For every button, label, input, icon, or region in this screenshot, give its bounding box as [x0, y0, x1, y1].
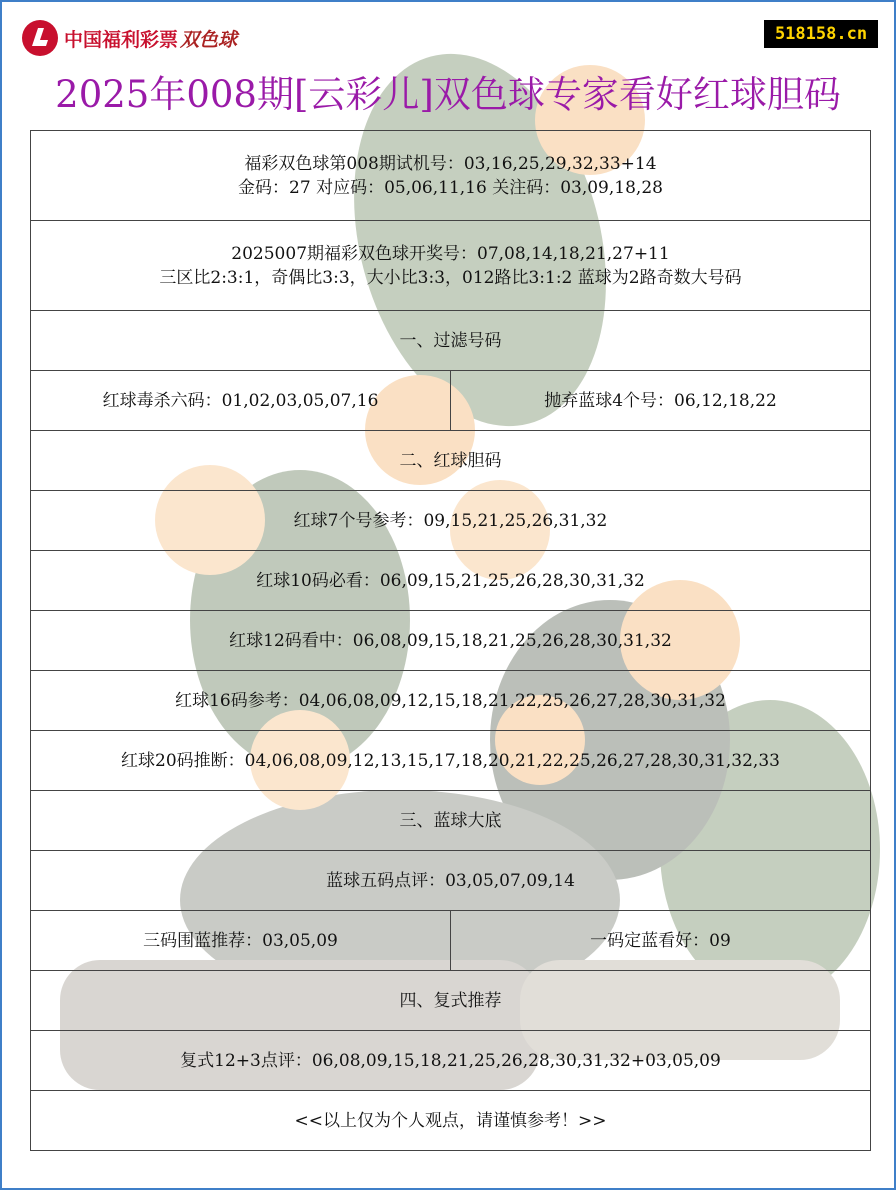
red-20-cell: 红球20码推断：04,06,08,09,12,13,15,17,18,20,21,22,25,26,27,28,30,31,32,33 [31, 731, 871, 791]
page-title: 2025年008期[云彩儿]双色球专家看好红球胆码 [55, 73, 841, 116]
lottery-logo [20, 18, 237, 58]
table-row [31, 611, 871, 671]
trial-line-2: 金码：27 对应码：05,06,11,16 关注码：03,09,18,28 [238, 177, 663, 198]
previous-draw-line-1: 2025007期福彩双色球开奖号：07,08,14,18,21,27+11 [231, 243, 670, 264]
table-row [31, 971, 871, 1031]
red-7-cell: 红球7个号参考：09,15,21,25,26,31,32 [31, 491, 871, 551]
table-row [31, 1031, 871, 1091]
logo-sub-text: 双色球 [180, 28, 238, 51]
drop-blue-cell: 抛弃蓝球4个号：06,12,18,22 [451, 371, 871, 431]
table-row [31, 431, 871, 491]
red-10-cell: 红球10码必看：06,09,15,21,25,26,28,30,31,32 [31, 551, 871, 611]
red-12-cell: 红球12码看中：06,08,09,15,18,21,25,26,28,30,31,32 [31, 611, 871, 671]
trial-number-cell [31, 131, 871, 221]
table-row [31, 311, 871, 371]
table-row [31, 851, 871, 911]
logo-text [64, 25, 237, 52]
table-row [31, 731, 871, 791]
trial-line-1: 福彩双色球第008期试机号：03,16,25,29,32,33+14 [244, 153, 657, 174]
blue-1-cell: 一码定蓝看好：09 [451, 911, 871, 971]
table-row [31, 911, 871, 971]
section-heading-combo: 四、复式推荐 [31, 971, 871, 1031]
blue-3-cell: 三码围蓝推荐：03,05,09 [31, 911, 451, 971]
table-row [31, 221, 871, 311]
disclaimer-cell: <<以上仅为个人观点，请谨慎参考！>> [31, 1091, 871, 1151]
red-16-cell: 红球16码参考：04,06,08,09,12,15,18,21,22,25,26,27,28,30,31,32 [31, 671, 871, 731]
lottery-logo-icon [20, 18, 60, 58]
previous-draw-line-2: 三区比2:3:1，奇偶比3:3，大小比3:3，012路比3:1:2 蓝球为2路奇数大号码 [159, 267, 742, 288]
prediction-table [30, 130, 871, 1151]
table-row [31, 791, 871, 851]
table-row [31, 371, 871, 431]
table-row [31, 491, 871, 551]
table-row [31, 131, 871, 221]
section-heading-filter: 一、过滤号码 [31, 311, 871, 371]
table-row [31, 1091, 871, 1151]
logo-main-text: 中国福利彩票 [64, 28, 179, 51]
section-heading-red: 二、红球胆码 [31, 431, 871, 491]
table-row [31, 551, 871, 611]
site-badge[interactable]: 518158.cn [764, 20, 878, 48]
kill-red-cell: 红球毒杀六码：01,02,03,05,07,16 [31, 371, 451, 431]
table-row [31, 671, 871, 731]
previous-draw-cell [31, 221, 871, 311]
combo-cell: 复式12+3点评：06,08,09,15,18,21,25,26,28,30,31,32+03,05,09 [31, 1031, 871, 1091]
blue-5-cell: 蓝球五码点评：03,05,07,09,14 [31, 851, 871, 911]
section-heading-blue: 三、蓝球大底 [31, 791, 871, 851]
